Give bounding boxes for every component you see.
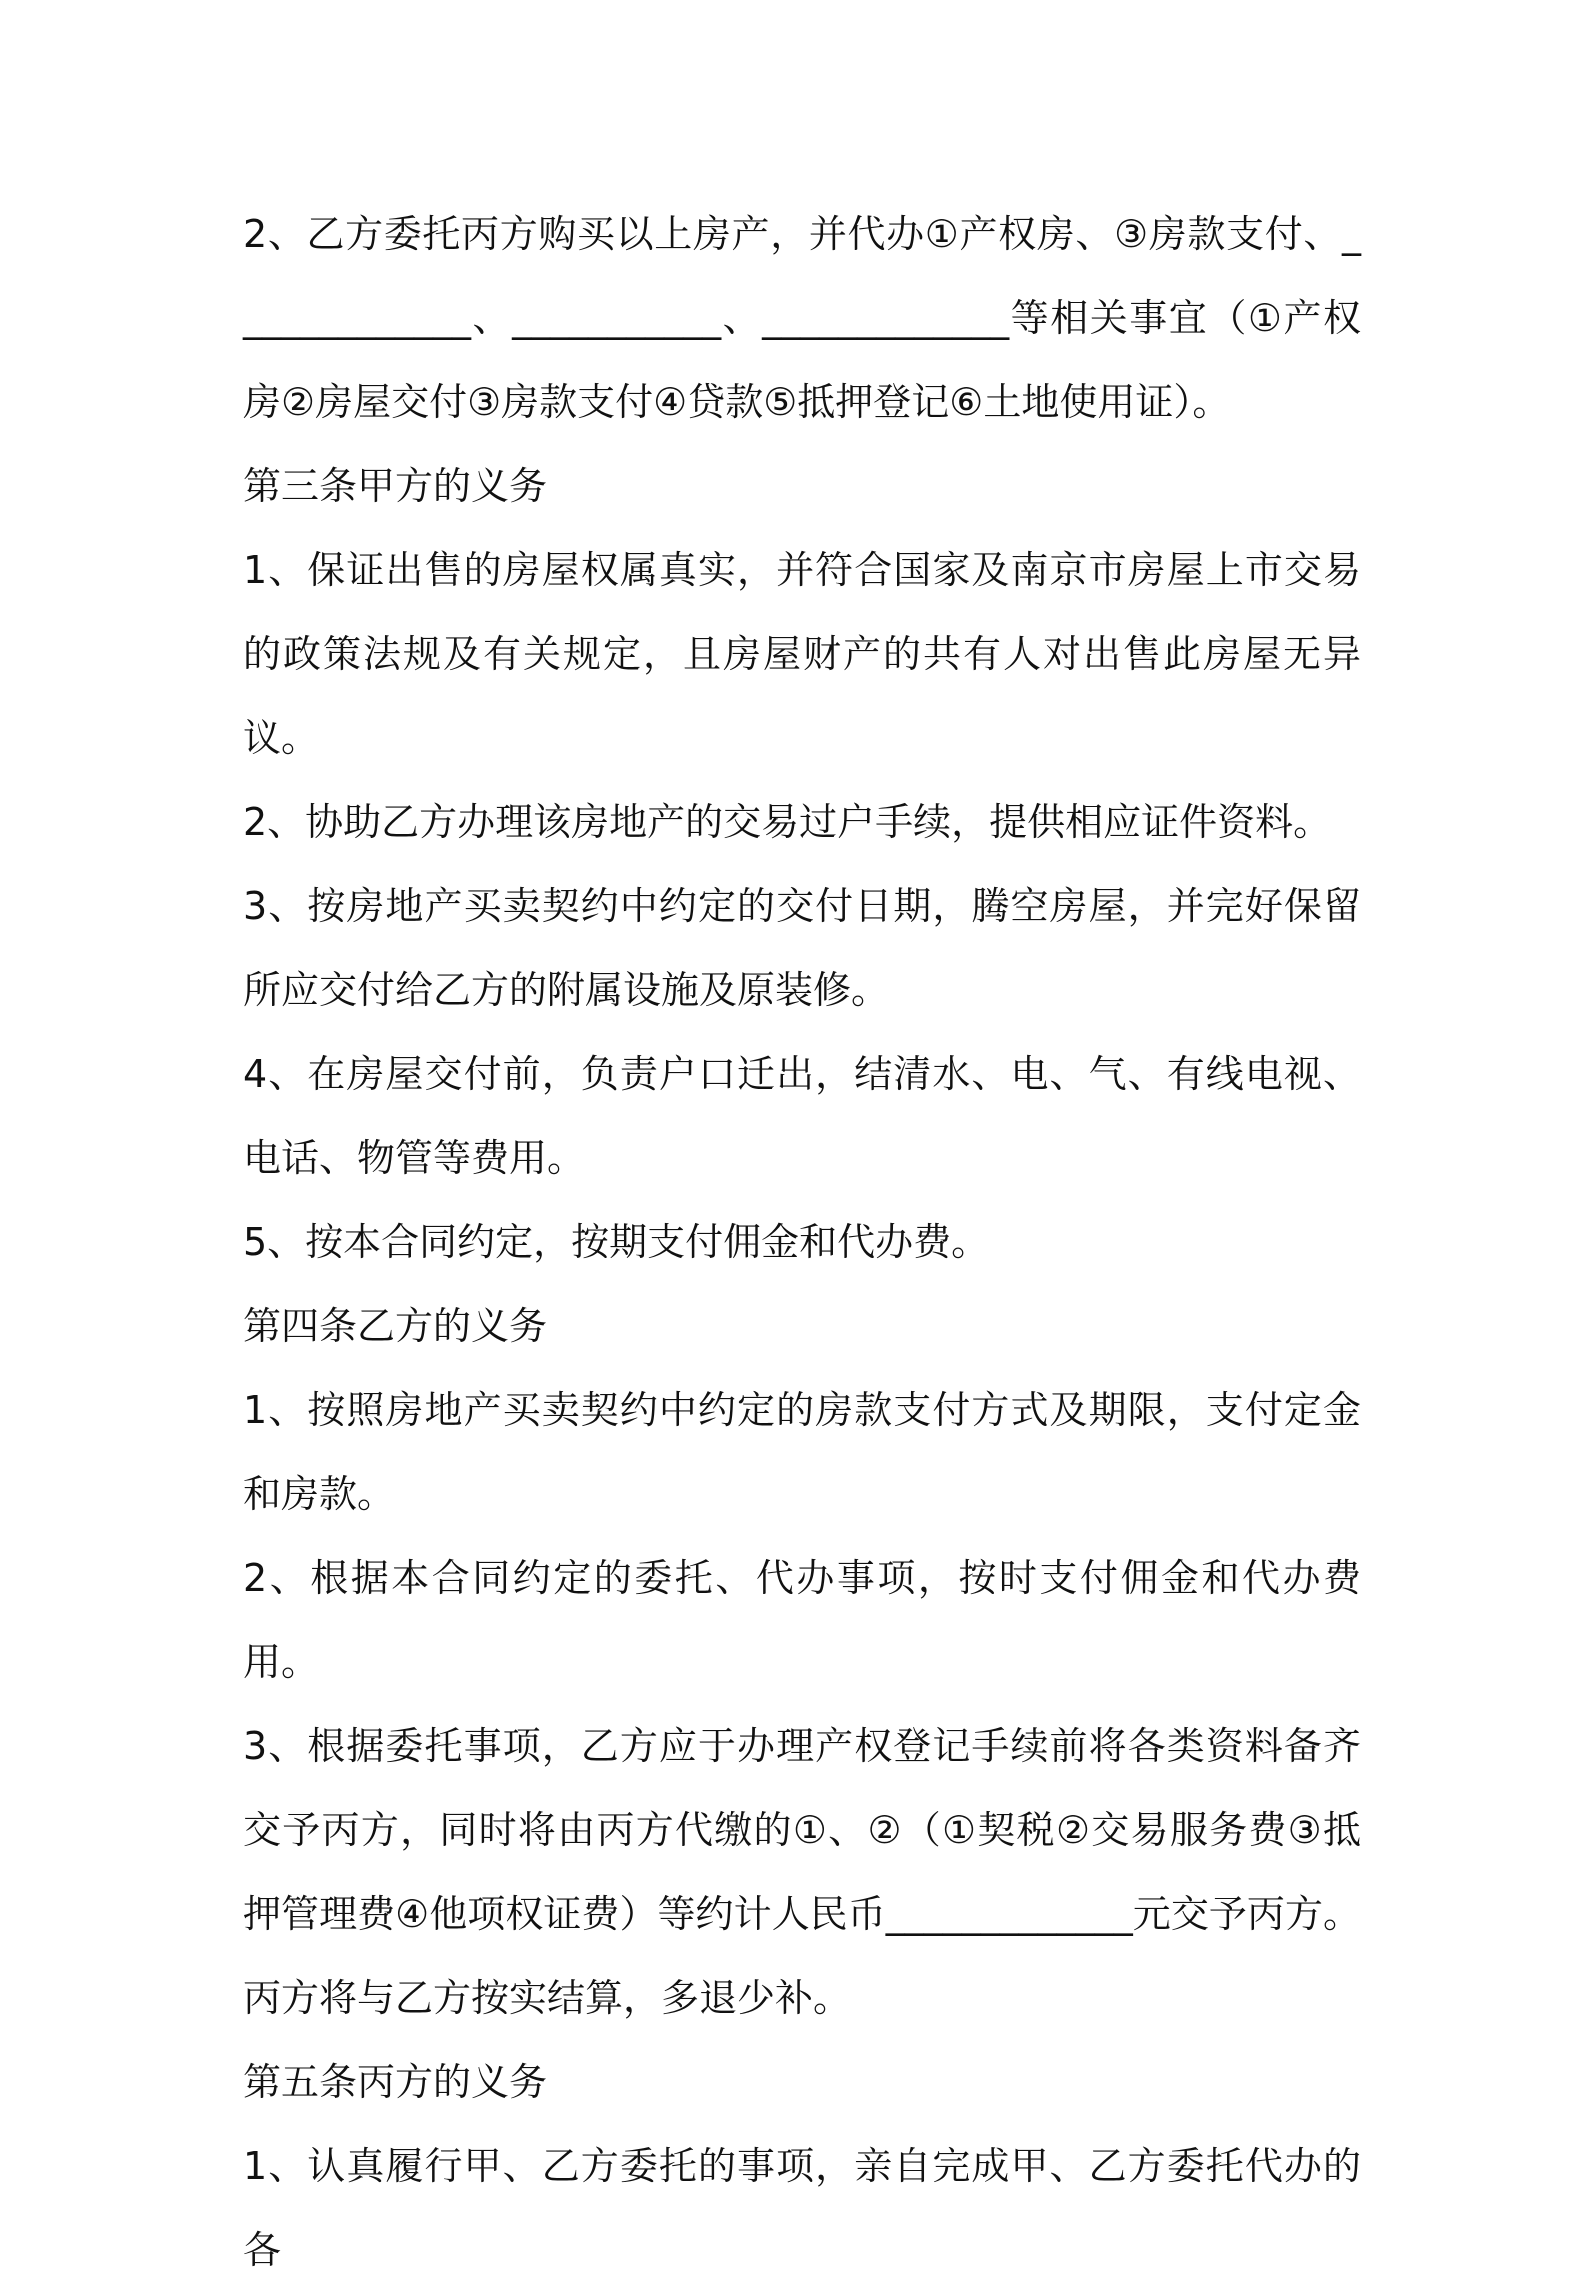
paragraph-buyer-entrusts-agent: 2、乙方委托丙方购买以上房产，并代办①产权房、③房款支付、_____________、___________、_____________等相关事宜（①产权房②房屋交付③房款支付④贷款⑤抵押登记⑥土地使用证）。 (243, 212, 1361, 424)
paragraph-a-1: 1、保证出售的房屋权属真实，并符合国家及南京市房屋上市交易的政策法规及有关规定，且房屋财产的共有人对出售此房屋无异议。 (243, 548, 1361, 760)
paragraph-c-1: 1、认真履行甲、乙方委托的事项，亲自完成甲、乙方委托代办的各 (243, 2144, 1361, 2272)
paragraph-a-5: 5、按本合同约定，按期支付佣金和代办费。 (243, 1220, 990, 1264)
heading-article-4-party-b-obligations: 第四条乙方的义务 (243, 1304, 548, 1348)
heading-article-3-party-a-obligations: 第三条甲方的义务 (243, 464, 548, 508)
paragraph-b-2: 2、根据本合同约定的委托、代办事项，按时支付佣金和代办费用。 (243, 1556, 1361, 1684)
paragraph-a-3: 3、按房地产买卖契约中约定的交付日期，腾空房屋，并完好保留所应交付给乙方的附属设施及原装修。 (243, 884, 1361, 1012)
paragraph-a-4: 4、在房屋交付前，负责户口迁出，结清水、电、气、有线电视、电话、物管等费用。 (243, 1052, 1361, 1180)
document-page (243, 192, 1361, 2292)
paragraph-b-3: 3、根据委托事项，乙方应于办理产权登记手续前将各类资料备齐交予丙方，同时将由丙方代缴的①、②（①契税②交易服务费③抵押管理费④他项权证费）等约计人民币_____________元交予丙方。丙方将与乙方按实结算，多退少补。 (243, 1724, 1361, 2020)
paragraph-b-1: 1、按照房地产买卖契约中约定的房款支付方式及期限，支付定金和房款。 (243, 1388, 1361, 1516)
heading-article-5-party-c-obligations: 第五条丙方的义务 (243, 2060, 548, 2104)
paragraph-a-2: 2、协助乙方办理该房地产的交易过户手续，提供相应证件资料。 (243, 800, 1332, 844)
